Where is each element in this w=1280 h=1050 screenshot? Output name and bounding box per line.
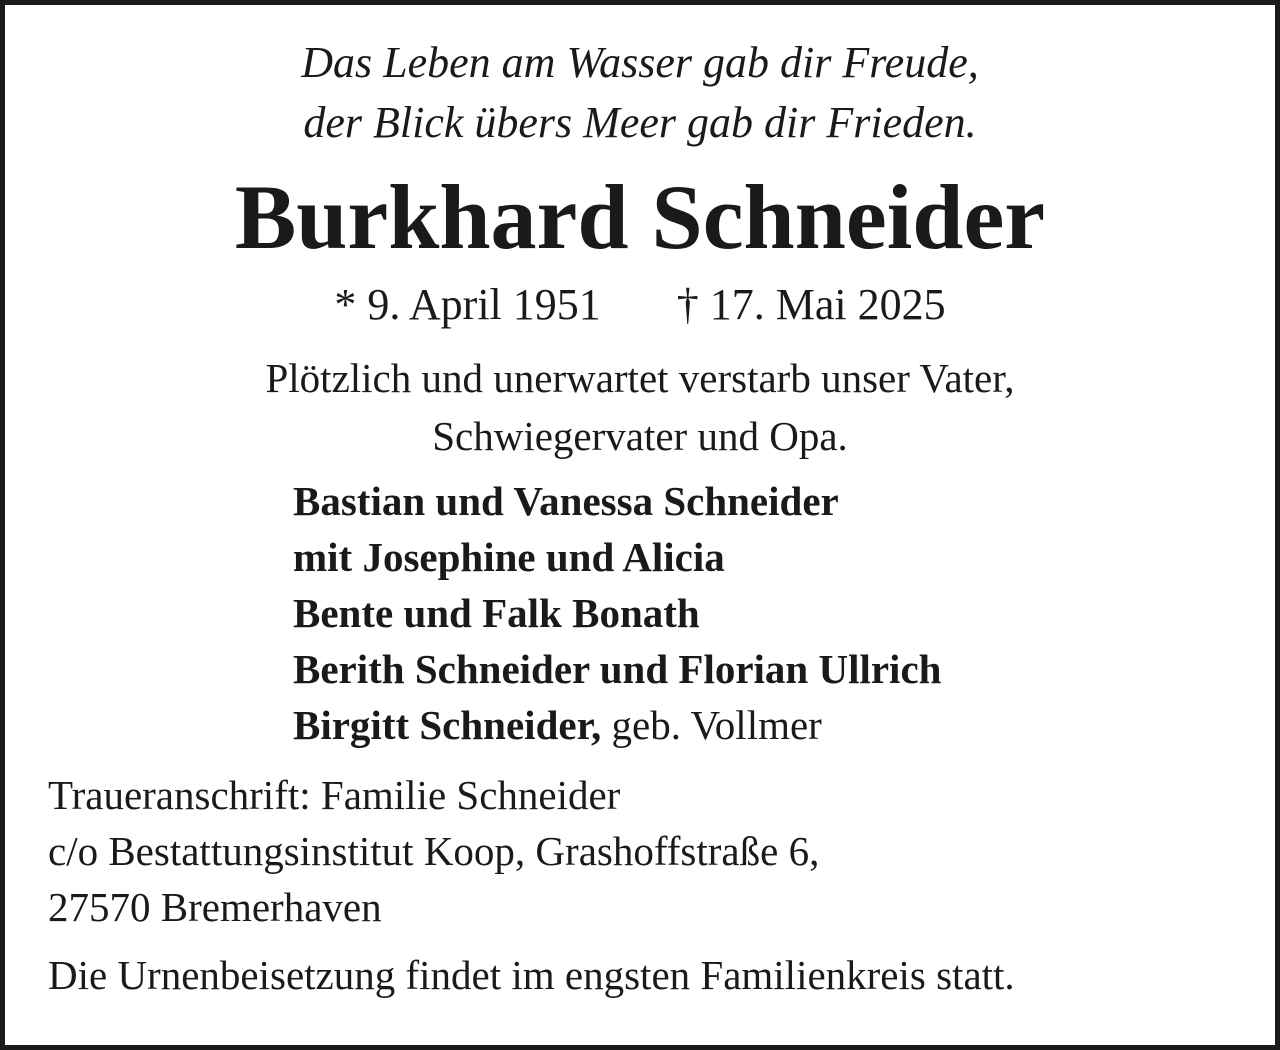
motto-line-1: Das Leben am Wasser gab dir Freude, [301,38,979,87]
death-date: † 17. Mai 2025 [676,280,946,329]
birth-date: * 9. April 1951 [334,280,601,329]
motto-line-2: der Blick übers Meer gab dir Frieden. [303,98,977,147]
address-line-1: Traueranschrift: Familie Schneider [48,772,621,818]
mourner-name: Bente und Falk Bonath [293,590,700,636]
mourner-line [293,473,839,529]
mourner-note: geb. Vollmer [601,702,822,748]
mourner-name: Berith Schneider und Florian Ullrich [293,646,942,692]
mourner-line [293,585,700,641]
mourner-name: Birgitt Schneider, [293,702,602,748]
life-dates [5,277,1275,333]
announcement-line-1: Plötzlich und unerwartet verstarb unser Vater, [265,355,1015,401]
deceased-name: Burkhard Schneider [234,166,1046,268]
announcement-line-2: Schwiegervater und Opa. [432,413,848,459]
mourner-line [293,697,822,753]
address-line-3: 27570 Bremerhaven [48,884,382,930]
mourner-line [293,641,941,697]
mourner-name: mit Josephine und Alicia [293,534,725,580]
address-line-2: c/o Bestattungsinstitut Koop, Grashoffstraße 6, [48,828,820,874]
mourner-name: Bastian und Vanessa Schneider [293,478,839,524]
mourner-line [293,529,725,585]
burial-note: Die Urnenbeisetzung findet im engsten Familienkreis statt. [48,952,1015,998]
